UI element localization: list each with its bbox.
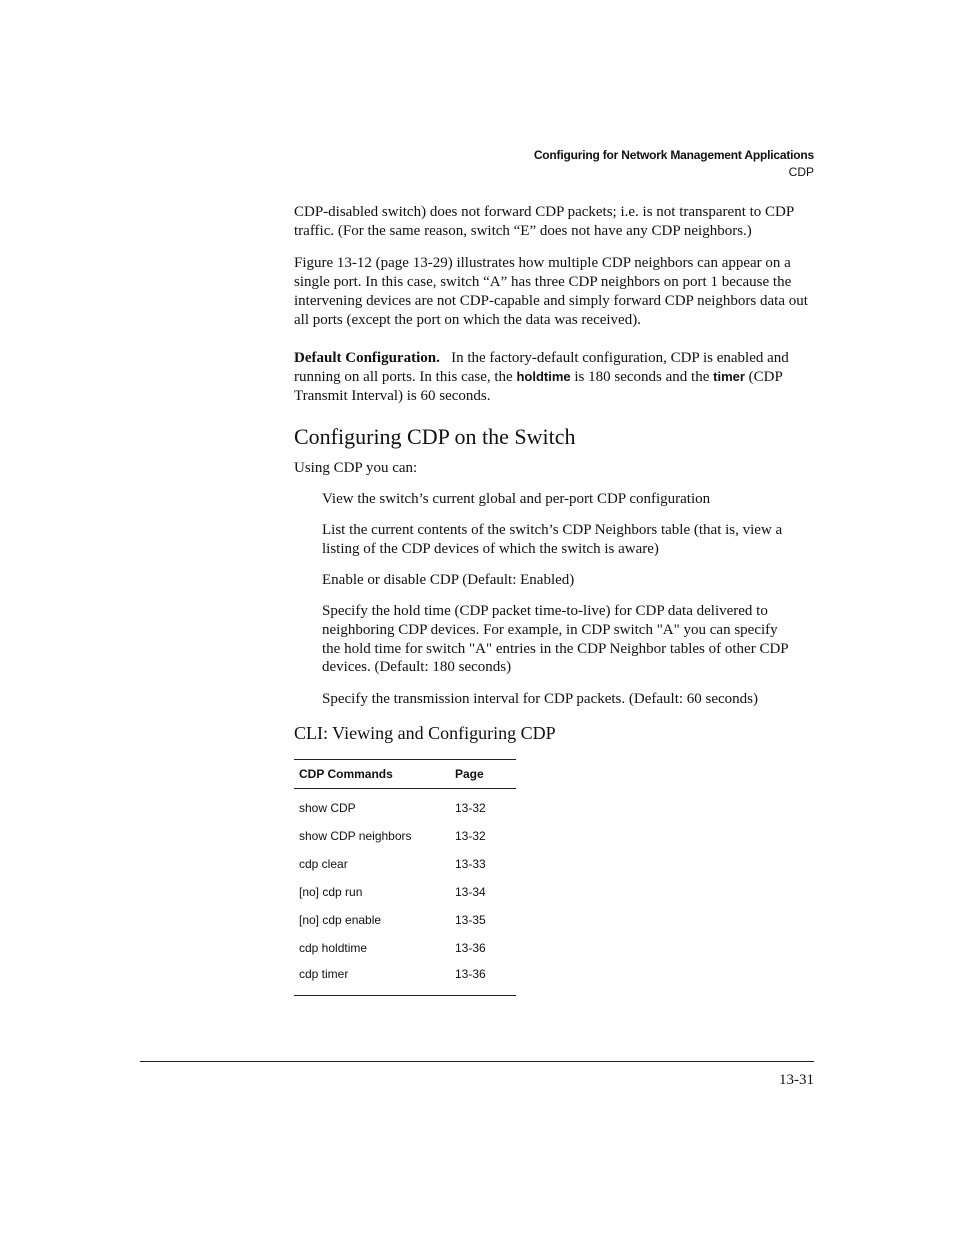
table-row <box>294 794 516 822</box>
list-item: Specify the transmission interval for CDP packets. (Default: 60 seconds) <box>322 690 759 707</box>
list-item: Enable or disable CDP (Default: Enabled) <box>322 572 575 589</box>
table-header-row <box>294 759 516 788</box>
page-cell: 13-32 <box>455 829 486 844</box>
default-config-text-3: (CDP Transmit Interval) is 60 seconds. <box>294 368 783 404</box>
list-item: Specify the hold time (CDP packet time-to-live) for CDP data delivered to neighboring CDP devices. For example, in CDP switch "A" you can specify the hold time for switch "A" entries in the CDP Neighbor tables of other CDP devices. (Default: 180 seconds) <box>322 603 789 676</box>
running-head <box>534 147 814 181</box>
command-cell: cdp holdtime <box>299 941 368 956</box>
table-row <box>294 878 516 906</box>
section-intro: Using CDP you can: <box>294 460 418 477</box>
table-row <box>294 822 516 850</box>
paragraph-2: Figure 13-12 (page 13-29) illustrates how multiple CDP neighbors can appear on a single port. In this case, switch “A” has three CDP neighbors on port 1 because the intervening devices are not CDP-capable and simply forward CDP neighbors data out all ports (except the port on which the data was received). <box>294 255 808 328</box>
section-heading: Configuring CDP on the Switch <box>294 424 576 450</box>
page-cell: 13-36 <box>455 941 486 956</box>
cdp-commands-table <box>294 759 516 997</box>
table-row <box>294 962 516 996</box>
default-configuration-paragraph <box>294 349 816 405</box>
command-cell: cdp clear <box>299 857 348 872</box>
command-cell: show CDP neighbors <box>299 829 412 844</box>
paragraph-1: CDP-disabled switch) does not forward CDP packets; i.e. is not transparent to CDP traffic. (For the same reason, switch “E” does not have any CDP neighbors.) <box>294 204 794 239</box>
list-item: View the switch’s current global and per-port CDP configuration <box>322 491 711 508</box>
table-row <box>294 934 516 962</box>
default-config-text-2: is 180 seconds and the <box>574 368 710 385</box>
page-number: 13-31 <box>779 1072 814 1088</box>
column-header-page: Page <box>455 766 484 781</box>
timer-keyword: timer <box>713 368 745 384</box>
page-cell: 13-32 <box>455 801 486 816</box>
footer-rule <box>140 1061 814 1062</box>
section-label: CDP <box>788 165 814 179</box>
command-cell: show CDP <box>299 801 356 816</box>
page-cell: 13-36 <box>455 967 486 982</box>
table-row <box>294 906 516 934</box>
default-config-text-1: In the factory-default configuration, CDP is enabled and running on all ports. In this case, the <box>294 350 789 385</box>
capability-list <box>294 490 816 708</box>
list-item: List the current contents of the switch’s CDP Neighbors table (that is, view a listing of the CDP devices of which the switch is aware) <box>322 522 783 557</box>
default-configuration-lead: Default Configuration. <box>294 350 440 367</box>
page-cell: 13-34 <box>455 885 486 900</box>
command-cell: cdp timer <box>299 967 349 982</box>
table-row <box>294 850 516 878</box>
column-header-commands: CDP Commands <box>299 766 393 781</box>
command-cell: [no] cdp run <box>299 885 363 900</box>
command-cell: [no] cdp enable <box>299 913 382 928</box>
page-cell: 13-33 <box>455 857 486 872</box>
main-content <box>294 203 816 996</box>
holdtime-keyword: holdtime <box>516 368 571 384</box>
chapter-title: Configuring for Network Management Applications <box>533 148 814 162</box>
subsection-heading: CLI: Viewing and Configuring CDP <box>294 722 556 743</box>
page-cell: 13-35 <box>455 913 486 928</box>
